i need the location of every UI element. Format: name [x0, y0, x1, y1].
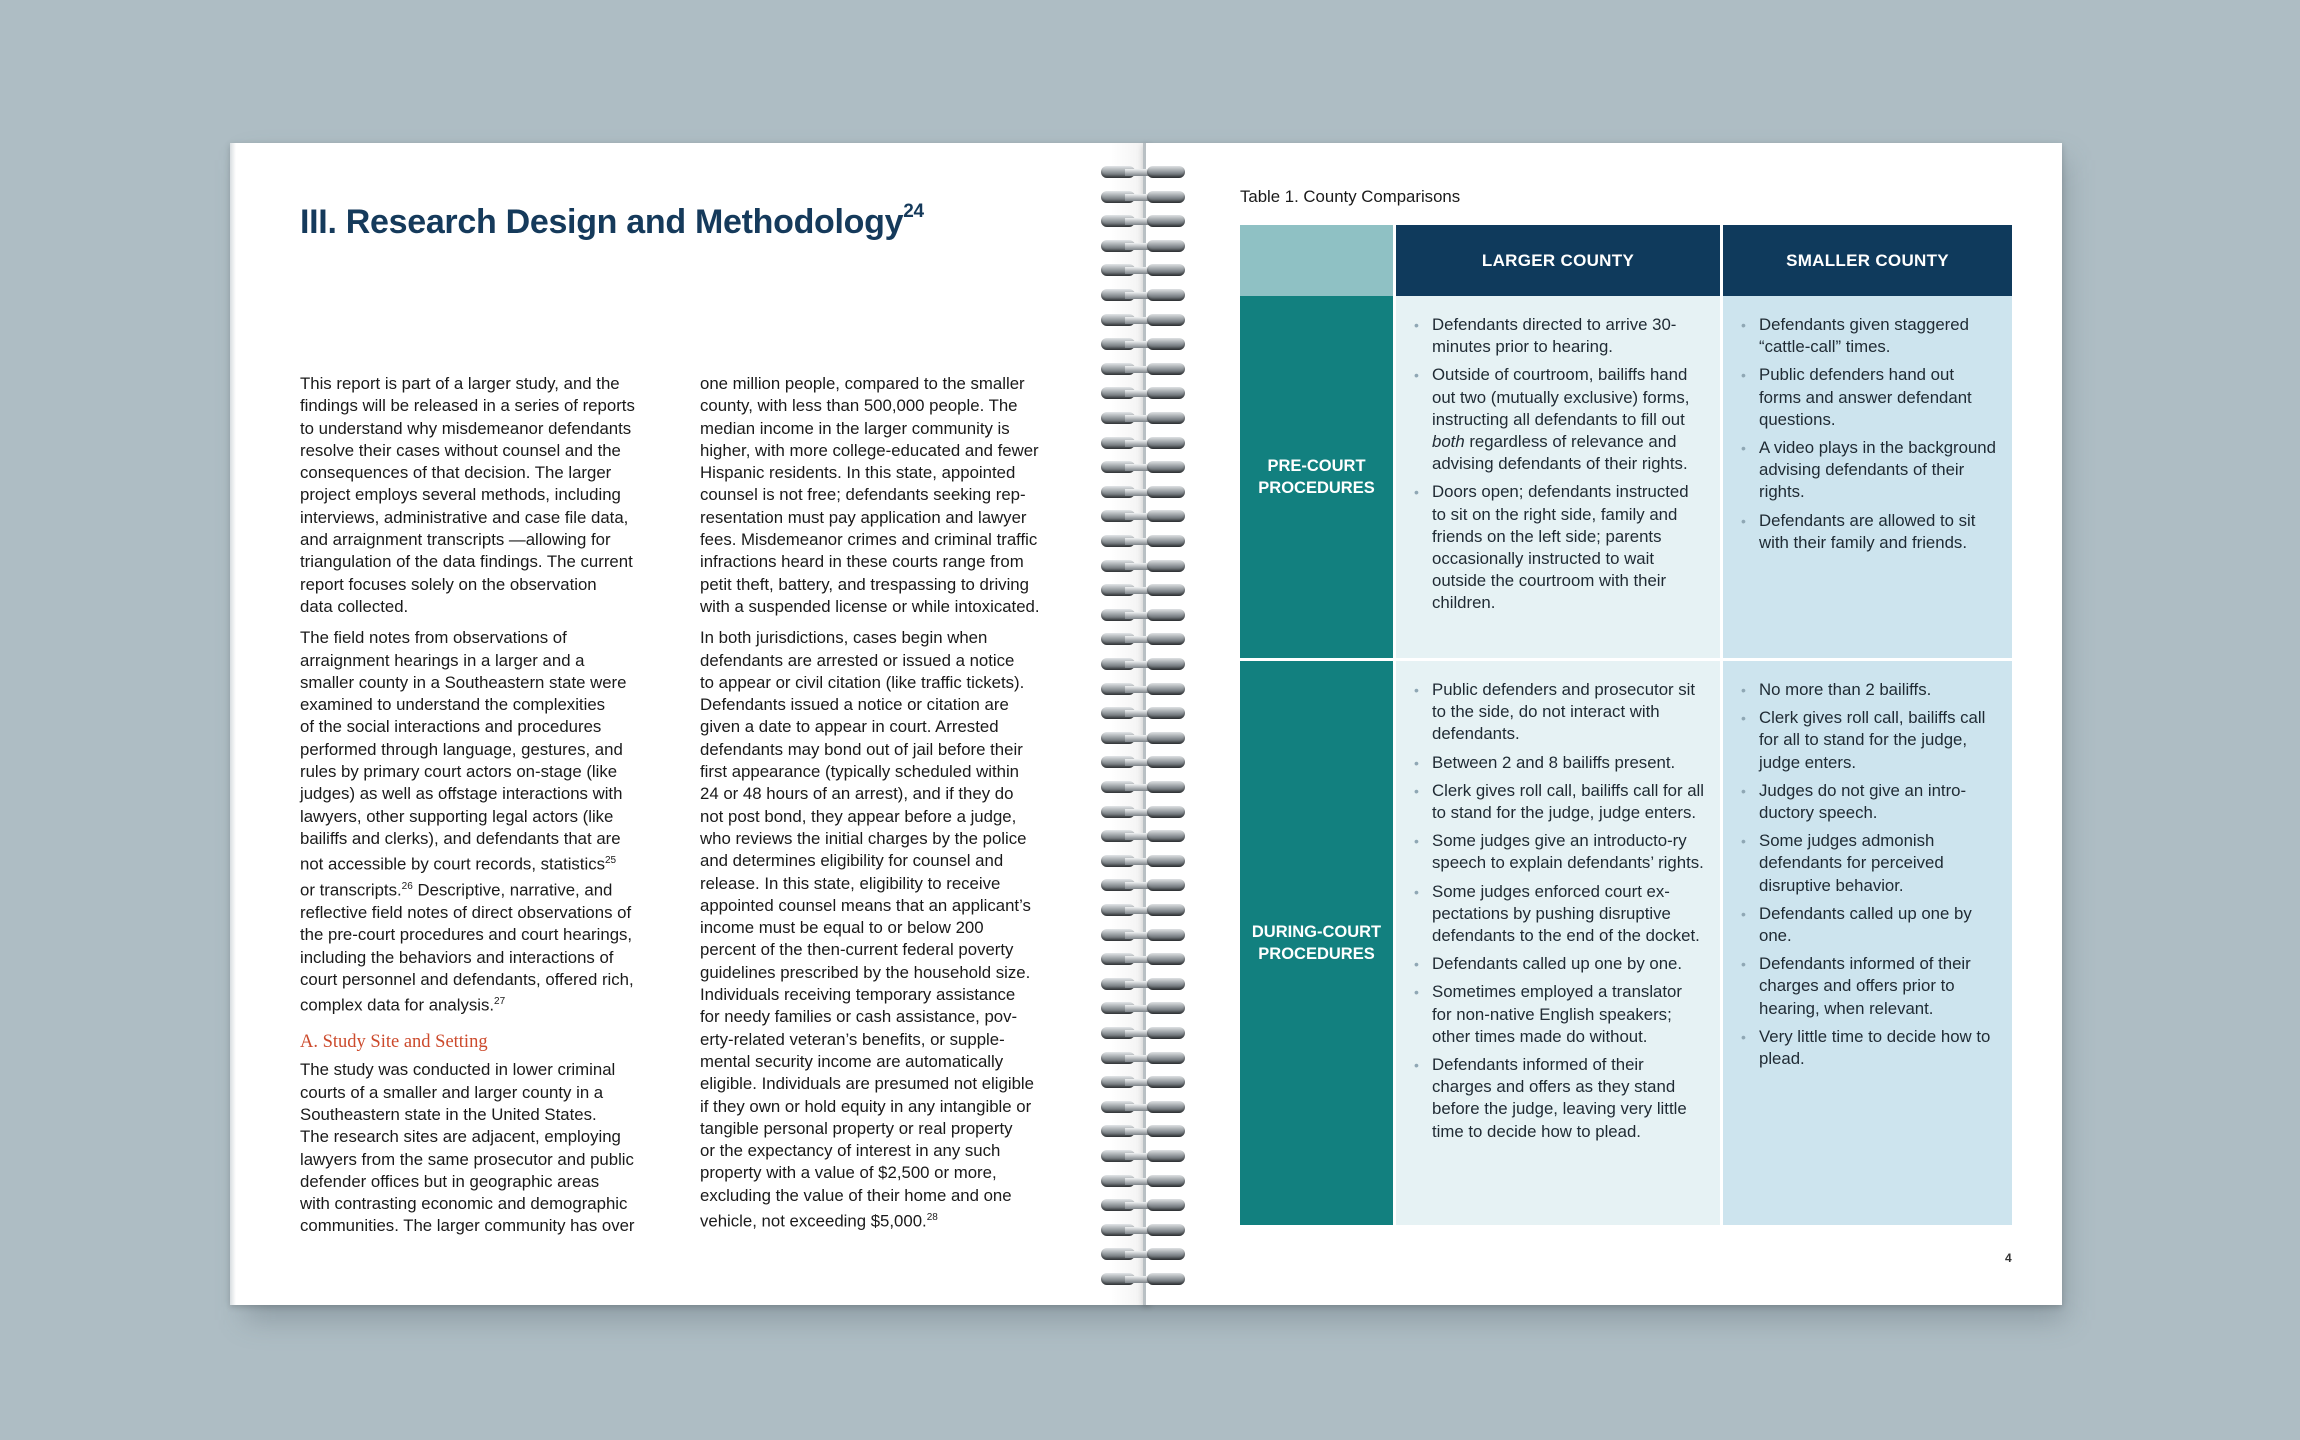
title-footnote: 24: [903, 201, 924, 222]
table-header-row: [1240, 225, 2012, 296]
paragraph: This report is part of a larger study, and the findings will be released in a series of reports to understand why misdemeanor defendants resolve their cases without counsel and the consequences of that decision. The larger project employs several methods, including interviews, administrative and case file data, and arraignment transcripts —allowing for triangulation of the data findings. The current report focuses solely on the observation data collected.: [300, 374, 635, 616]
list-item: • Between 2 and 8 bailiffs present.: [1414, 752, 1706, 774]
spiral-coil: [1095, 212, 1193, 232]
spiral-coil: [1095, 950, 1193, 970]
list-item: • Defendants directed to arrive 30-minutes prior to hearing.: [1414, 314, 1706, 358]
text-column-1: [300, 373, 672, 1247]
left-page: [230, 143, 1150, 1305]
paragraph: one million people, compared to the smaller county, with less than 500,000 people. The median income in the larger community is higher, with more college-educated and fewer Hispanic residents. In this state, appointed counsel is not free; defendants seeking rep- resentation must pay application and lawyer fees. Misdemeanor crimes and criminal traffic infractions heard in these courts range from petit theft, battery, and trespassing to driving with a suspended license or while intoxicated.: [700, 374, 1040, 616]
list-item: • Defendants called up one by one.: [1414, 953, 1706, 975]
spiral-coil: [1095, 286, 1193, 306]
spiral-coil: [1095, 606, 1193, 626]
spiral-coil: [1095, 1098, 1193, 1118]
list-item: • Public defenders and prosecutor sit to the side, do not interact with defendants.: [1414, 679, 1706, 746]
cell-during-court-smaller: [1723, 661, 2012, 1225]
paragraph: The field notes from observations of arraignment hearings in a larger and a smaller county in a Southeastern state were examined to understand the complexities of the social interactions and procedures performed through language, gestures, and rules by primary court actors on-stage (like judges) as well as offstage interactions with lawyers, other supporting legal actors (like bailiffs and clerks), and defendants that are not accessible by court records, statistics$^{25}$ or transcripts.$^{26}$ Descriptive, narrative, and reflective field notes of direct observations of the pre-court procedures and court hearings, including the behaviors and interactions of court personnel and defendants, offered rich, complex data for analysis.$^{27}$: [300, 628, 634, 1015]
header-larger-county: LARGER COUNTY: [1396, 225, 1723, 296]
spiral-coil: [1095, 655, 1193, 675]
list-item: • Public defenders hand out forms and answer defendant questions.: [1741, 364, 1998, 431]
spiral-coil: [1095, 458, 1193, 478]
spiral-coil: [1095, 434, 1193, 454]
spiral-coil: [1095, 975, 1193, 995]
spiral-coil: [1095, 1270, 1193, 1290]
list-item: • Very little time to decide how to plead.: [1741, 1026, 1998, 1070]
spiral-coil: [1095, 1196, 1193, 1216]
spiral-coil: [1095, 778, 1193, 798]
spiral-coil: [1095, 1049, 1193, 1069]
spiral-coil: [1095, 630, 1193, 650]
row-label-during-court: DURING-COURT PROCEDURES: [1240, 661, 1396, 1225]
footnote-ref: 26: [401, 881, 413, 893]
table-caption: Table 1. County Comparisons: [1240, 187, 1461, 206]
list-item: • Defendants informed of their charges and offers prior to hearing, when relevant.: [1741, 953, 1998, 1020]
spiral-coil: [1095, 803, 1193, 823]
paragraph: In both jurisdictions, cases begin when defendants are arrested or issued a notice to appear or civil citation (like traffic tickets). Defendants issued a notice or citation are given a date to appear in court. Arrested defendants may bond out of jail before their first appearance (typically scheduled within 24 or 48 hours of an arrest), and if they do not post bond, they appear before a judge, who reviews the initial charges by the police and determines eligibility for counsel and release. In this state, eligibility to receive appointed counsel means that an applicant’s income must be equal to or below 200 percent of the then-current federal poverty guidelines prescribed by the household size. Individuals receiving temporary assistance for needy families or cash assistance, pov- erty-related veteran’s benefits, or supple- mental security income are automatically eligible. Individuals are presumed not eligible if they own or hold equity in any intangible or tangible personal property or real property or the expectancy of interest in any such property with a value of $2,500 or more, excluding the value of their home and one vehicle, not exceeding $5,000.28: [700, 628, 1034, 1231]
header-smaller-county: SMALLER COUNTY: [1723, 225, 2012, 296]
spiral-coil: [1095, 753, 1193, 773]
county-comparison-table: [1240, 225, 2012, 1225]
list-item: • Some judges enforced court ex-pectations by pushing disruptive defendants to the end of the docket.: [1414, 881, 1706, 948]
table-row: [1240, 661, 2012, 1225]
spiral-coil: [1095, 532, 1193, 552]
spiral-coil: [1095, 926, 1193, 946]
list-item: • Judges do not give an intro-ductory speech.: [1741, 780, 1998, 824]
spiral-coil: [1095, 704, 1193, 724]
spiral-coil: [1095, 163, 1193, 183]
row-label-pre-court: PRE-COURT PROCEDURES: [1240, 296, 1396, 658]
cell-during-court-larger: [1396, 661, 1723, 1225]
spiral-coil: [1095, 901, 1193, 921]
spiral-coil: [1095, 409, 1193, 429]
list-item: • Defendants called up one by one.: [1741, 903, 1998, 947]
list-item: • Sometimes employed a translator for non-native English speakers; other times made do without.: [1414, 981, 1706, 1048]
list-item: • No more than 2 bailiffs.: [1741, 679, 1998, 701]
page-title: III. Research Design and Methodology$^{24}$: [300, 201, 924, 241]
spiral-coil: [1095, 729, 1193, 749]
spiral-coil: [1095, 1221, 1193, 1241]
spiral-coil: [1095, 483, 1193, 503]
right-page: [1143, 143, 2062, 1305]
cell-pre-court-larger: [1396, 296, 1723, 658]
spiral-coil: [1095, 680, 1193, 700]
spiral-coil: [1095, 237, 1193, 257]
spiral-coil: [1095, 311, 1193, 331]
paragraph: The study was conducted in lower criminal courts of a smaller and larger county in a Southeastern state in the United States. The research sites are adjacent, employing lawyers from the same prosecutor and public defender offices but in geographic areas with contrasting economic and demographic communities. The larger community has over: [300, 1060, 635, 1236]
list-item: • Clerk gives roll call, bailiffs call for all to stand for the judge, judge enters.: [1741, 707, 1998, 774]
list-item: • A video plays in the background advising defendants of their rights.: [1741, 437, 1998, 504]
spiral-coil: [1095, 876, 1193, 896]
spiral-coil: [1095, 557, 1193, 577]
spiral-coil: [1095, 1073, 1193, 1093]
list-item: • Defendants are allowed to sit with their family and friends.: [1741, 510, 1998, 554]
page-number: 4: [2005, 1251, 2012, 1265]
spiral-coil: [1095, 384, 1193, 404]
spiral-coil: [1095, 261, 1193, 281]
list-item: • Some judges admonish defendants for perceived disruptive behavior.: [1741, 830, 1998, 897]
list-item: • Some judges give an introducto-ry speech to explain defendants’ rights.: [1414, 830, 1706, 874]
list-item: • Defendants informed of their charges and offers as they stand before the judge, leaving very little time to decide how to plead.: [1414, 1054, 1706, 1143]
footnote-ref: 27: [494, 996, 506, 1008]
spiral-coil: [1095, 335, 1193, 355]
spiral-coil: [1095, 827, 1193, 847]
list-item: • Defendants given staggered “cattle-call” times.: [1741, 314, 1998, 358]
table-row: [1240, 296, 2012, 661]
header-blank-cell: [1240, 225, 1396, 296]
list-item: • Doors open; defendants instructed to sit on the right side, family and friends on the left side; parents occasionally instructed to wait outside the courtroom with their children.: [1414, 481, 1706, 614]
footnote-ref: 25: [604, 855, 617, 867]
spiral-coil: [1095, 1024, 1193, 1044]
spiral-binding: [1095, 163, 1193, 1303]
spiral-coil: [1095, 1245, 1193, 1265]
spiral-coil: [1095, 999, 1193, 1019]
list-item: • Clerk gives roll call, bailiffs call for all to stand for the judge, judge enters.: [1414, 780, 1706, 824]
spiral-coil: [1095, 507, 1193, 527]
spiral-coil: [1095, 360, 1193, 380]
spiral-coil: [1095, 1147, 1193, 1167]
spiral-coil: [1095, 1172, 1193, 1192]
footnote-ref: 28: [926, 1211, 938, 1223]
list-item: • Outside of courtroom, bailiffs hand out two (mutually exclusive) forms, instructing all defendants to fill out both regardless of relevance and advising defendants of their rights.: [1414, 364, 1706, 475]
cell-pre-court-smaller: [1723, 296, 2012, 658]
spiral-coil: [1095, 581, 1193, 601]
text-column-2: [700, 373, 1078, 1242]
spiral-coil: [1095, 188, 1193, 208]
spiral-coil: [1095, 1122, 1193, 1142]
spiral-coil: [1095, 852, 1193, 872]
section-subheading: A. Study Site and Setting: [300, 1032, 488, 1053]
